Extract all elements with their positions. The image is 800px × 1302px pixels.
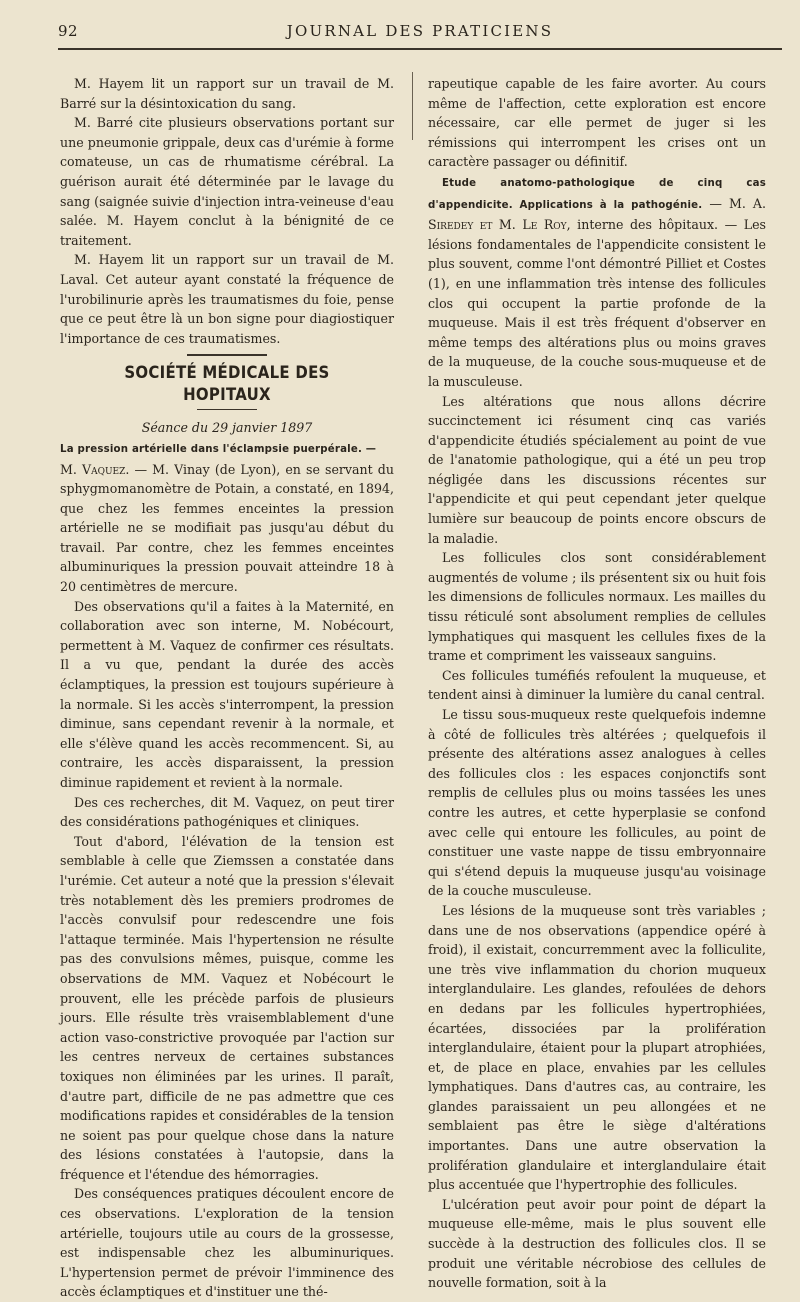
paragraph: Des conséquences pratiques découlent encore de ces observations. L'exploration de la tension artérielle, toujours utile au cours de la grossesse, est indispensable chez les albuminuriques. L'hypertension permet de prévoir l'imminence des accès éclamptiques et d'instituer une thé- — [60, 1186, 394, 1300]
section-title: SOCIÉTÉ MÉDICALE DES HOPITAUX — [124, 363, 330, 406]
paragraph: Les follicules clos sont considérablement augmentés de volume ; ils présentent six ou huit fois les dimensions de follicules normaux. Les mailles du tissu réticulé sont absolument remplies de cellules lymphatiques qui masquent les cellules fixes de la trame et compriment les vaisseaux sanguins. — [428, 550, 766, 664]
author-name: M. Vaquez. — [60, 461, 130, 477]
paragraph: M. Hayem lit un rapport sur un travail de M. Barré sur la désintoxication du sang. — [60, 76, 394, 111]
paragraph-text: interne des hôpitaux. — Les lésions fondamentales de l'appendicite consistent le plus souvent, comme l'ont démontré Pilliet et Costes (1), en une inflammation très intense des follicules clos qui occupent la partie profonde de la muqueuse. Mais il est très fréquent d'observer en même temps des altérations plus ou moins graves de la muqueuse, de la couche sous-muqueuse et de la musculeuse. — [428, 217, 767, 389]
article-subhead: La pression artérielle dans l'éclampsie puerpérale. — — [60, 443, 377, 455]
paragraph-text: — M. Vinay (de Lyon), en se servant du sphygmomanomètre de Potain, a constaté, en 1894, que chez les femmes enceintes la pression artérielle ne se modifiait pas jusqu'au début du travail. Par contre, chez les femmes enceintes albuminuriques la pression pouvait atteindre 18 à 20 centimètres de mercure. — [60, 461, 394, 595]
session-date: Séance du 29 janvier 1897 — [141, 420, 313, 436]
author-names: — M. A. Siredey et M. Le Roy, — [428, 195, 766, 233]
paragraph: Des observations qu'il a faites à la Maternité, en collaboration avec son interne, M. Nobécourt, permettent à M. Vaquez de confirmer ces résultats. Il a vu que, pendant la durée des accès éclamptiques, la pression est toujours supérieure à la normale. Si les accès s'interrompent, la pression diminue, sans cependant revenir à la normale, et elle s'élève quand les accès recommencent. Si, au contraire, les accès disparaissent, la pression diminue rapidement et revient à la normale. — [60, 598, 394, 790]
running-head — [58, 22, 782, 46]
left-column — [60, 74, 394, 1302]
paragraph: M. Hayem lit un rapport sur un travail de M. Laval. Cet auteur ayant constaté la fréquence de l'urobilinurie après les traumatismes du foie, pense que ce peut être là un bon signe pour diagiostiquer l'importance de ces traumatismes. — [60, 252, 394, 346]
paragraph: Les lésions de la muqueuse sont très variables ; dans une de nos observations (appendice opéré à froid), il existait, concurremment avec la folliculite, une très vive inflammation du chorion muqueux interglandulaire. Les glandes, refoulées de dehors en dedans par les follicules hypertrophiées, écartées, dissociées par la prolifération interglandulaire, étaient pour la plupart atrophiées, et, de place en place, envahies par les cellules lymphatiques. Dans d'autres cas, au contraire, les glandes paraissaient un peu allongées et ne semblaient pas être le siège d'altérations importantes. Dans une autre observation la prolifération glandulaire et interglandulaire était plus accentuée que l'hypertrophie des follicules. — [428, 902, 766, 1193]
paragraph: Le tissu sous-muqueux reste quelquefois indemne à côté de follicules très altérées ; quelquefois il présente des altérations assez analogues à celles des follicules clos : les espaces conjonctifs sont remplis de cellules plus ou moins tassées les unes contre les autres, et cette hyperplasie se confond avec celle qui entoure les follicules, au point de constituer une vaste nappe de tissu embryonnaire qui s'étend depuis la muqueuse jusqu'au voisinage de la couche musculeuse. — [428, 707, 766, 899]
paragraph: L'ulcération peut avoir pour point de départ la muqueuse elle-même, mais le plus souvent elle succède à la destruction des follicules clos. Il se produit une véritable nécrobiose des cellules de nouvelle formation, soit à la — [428, 1196, 766, 1291]
header-rule — [58, 48, 782, 50]
paragraph — [60, 460, 394, 597]
paragraph: M. Barré cite plusieurs observations portant sur une pneumonie grippale, deux cas d'urémie à forme comateuse, un cas de rhumatisme cérébral. La guérison aurait été déterminée par le lavage du sang (saignée suivie d'injection intra-veineuse d'eau salée. M. Hayem conclut à la bénignité de ce traitement. — [60, 115, 394, 248]
paragraph: Les altérations que nous allons décrire succinctement ici résument cinq cas variés d'appendicite étudiés spécialement au point de vue de l'anatomie pathologique, qui a été un peu trop négligée dans les discussions récentes sur l'appendicite et qui peut cependant jeter quelque lumière sur beaucoup de points encore obscurs de la maladie. — [428, 393, 766, 546]
paragraph — [428, 172, 766, 392]
journal-title: JOURNAL DES PRATICIENS — [286, 22, 554, 40]
column-divider — [412, 72, 413, 140]
paragraph: Ces follicules tuméfiés refoulent la muqueuse, et tendent ainsi à diminuer la lumière du canal central. — [428, 667, 766, 703]
section-rule — [187, 354, 267, 356]
right-column — [428, 74, 766, 1293]
page-number: 92 — [58, 22, 79, 40]
paragraph: rapeutique capable de les faire avorter. Au cours même de l'affection, cette exploration est encore nécessaire, car elle permet de juger si les rémissions qui interrompent les crises ont un caractère passager ou définitif. — [428, 76, 766, 170]
paragraph — [60, 438, 394, 460]
paragraph: Tout d'abord, l'élévation de la tension est semblable à celle que Ziemssen a constatée dans l'urémie. Cet auteur a noté que la pression s'élevait très notablement dès les premiers prodromes de l'accès convulsif pour redescendre une fois l'attaque terminée. Mais l'hypertension ne résulte pas des convulsions mêmes, puisque, comme les observations de MM. Vaquez et Nobécourt le prouvent, elle les précède parfois de plusieurs jours. Elle résulte très vraisemblablement d'une action vaso-constrictive provoquée par l'action sur les centres nerveux de certaines substances toxiques non éliminées par les urines. Il paraît, d'autre part, difficile de ne pas admettre que ces modifications rapides et considérables de la tension ne soient pas pour quelque chose dans la nature des lésions constatées à l'autopsie, dans la fréquence et l'étendue des hémorragies. — [60, 833, 394, 1182]
section-rule — [197, 409, 257, 410]
article-subhead: Etude anatomo-pathologique de cinq cas d'appendicite. Applications à la pathogénie. — [428, 177, 766, 211]
paragraph: Des ces recherches, dit M. Vaquez, on peut tirer des considérations pathogéniques et cliniques. — [60, 794, 394, 830]
